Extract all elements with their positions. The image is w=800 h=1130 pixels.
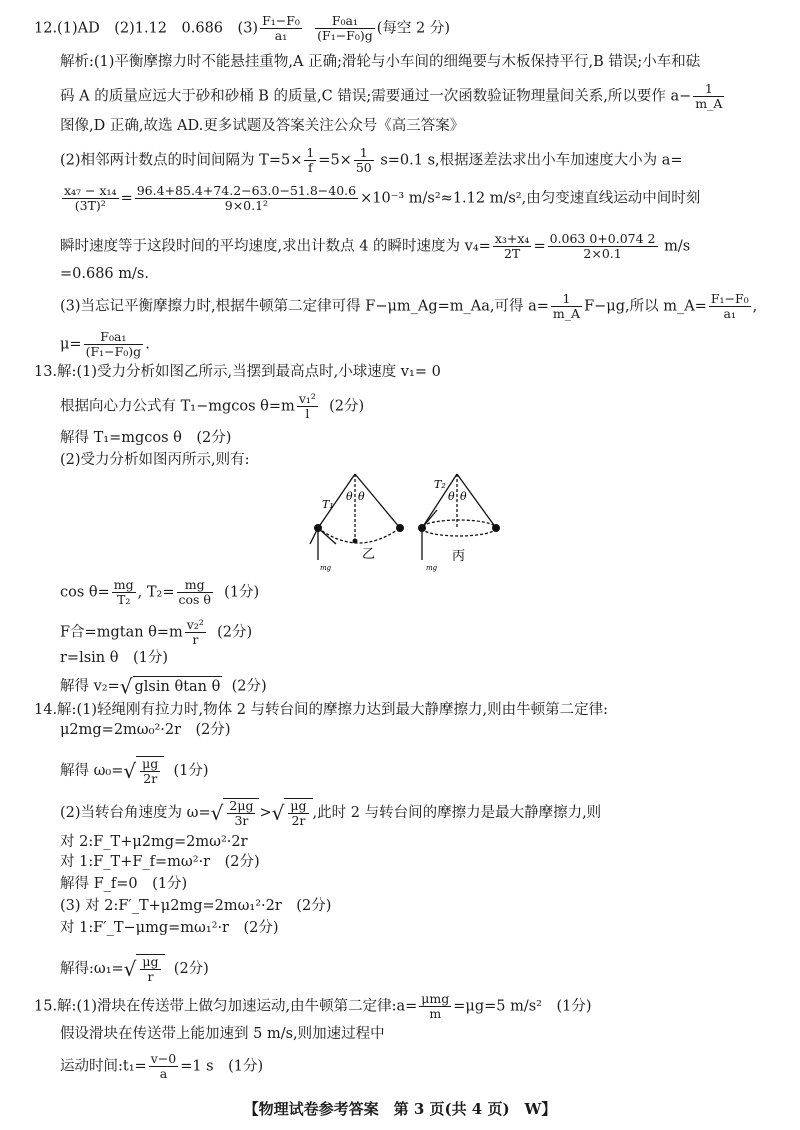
q13-line: r=lsin θ (1分) — [60, 650, 169, 666]
fraction: $\frac{\text{x₃+x₄}}{2T}$ — [494, 231, 530, 261]
q12-answer-line: 12.(1)AD (2)1.12 0.686 (3) $\frac{\text{F₁−F₀}}{\text{a₁}}$ $\frac{\text{F₀a₁}}{\text{(F₁−F₀)g}}$ (每空 2 分) — [34, 13, 451, 43]
fraction: $\frac{\text{F₁−F₀}}{\text{a₁}}$ — [710, 291, 749, 321]
q12-line: 码 A 的质量应远大于砂和砂桶 B 的质量,C 错误;需要通过一次函数验证物理量间关系,所以要作 a− $\frac{1}{m\_A}$ — [60, 81, 723, 111]
fraction: $\frac{\text{F₀a₁}}{\text{(F₁−F₀)g}}$ — [317, 13, 373, 43]
q13-line: (2)受力分析如图丙所示,则有: — [60, 452, 250, 468]
fraction: $\frac{\text{v₁²}}{l}$ — [298, 391, 316, 421]
q13-line: 13.解:(1)受力分析如图乙所示,当摆到最高点时,小球速度 v₁= 0 — [34, 364, 441, 380]
ball-yi-right — [396, 524, 404, 532]
q14-line: 对 1:F_T+F_f=mω²·r (2分) — [60, 854, 260, 870]
fraction: $\frac{2\mu g}{3r}$ — [229, 798, 254, 828]
q14-line: 解得 ω₀=√ $\frac{\mu g}{2r}$ (1分) — [60, 756, 209, 786]
fraction: $\frac{mg}{\text{T₂}}$ — [113, 577, 134, 607]
fraction: $\frac{1}{m\_A}$ — [552, 291, 581, 321]
fraction: $\frac{\mu g}{2r}$ — [290, 798, 307, 828]
fraction: $\frac{1}{f}$ — [306, 145, 315, 175]
label-theta: θ — [346, 490, 353, 503]
fraction: $\frac{v-0}{a}$ — [150, 1051, 177, 1081]
ball-bing — [418, 524, 426, 532]
q12-line: =0.686 m/s. — [60, 266, 149, 282]
fraction: $\frac{\text{F₁−F₀}}{\text{a₁}}$ — [262, 13, 300, 43]
q12-line: (3)当忘记平衡摩擦力时,根据牛顿第二定律可得 F−μm_Ag=m_Aa,可得 a= $\frac{1}{m\_A}$ F−μg,所以 m_A= $\frac{\text{F₁−F₀}}{\text{a₁}}$ , — [60, 291, 758, 321]
fraction: $\frac{\mu g}{r}$ — [142, 954, 159, 984]
label-theta: θ — [448, 490, 455, 503]
q14-line: 14.解:(1)轻绳刚有拉力时,物体 2 与转台间的摩擦力达到最大静摩擦力,则由牛顿第二定律: — [34, 702, 609, 718]
label-T1: T₁ — [322, 498, 334, 511]
q13-line: 解得 v₂=√ glsin θtan θ (2分) — [60, 674, 267, 699]
fraction: $\frac{\text{F₀a₁}}{\text{(F₁−F₀)g}}$ — [85, 329, 142, 359]
q15-line: 运动时间:t₁= $\frac{v-0}{a}$ =1 s (1分) — [60, 1051, 264, 1081]
label-bing: 丙 — [452, 549, 466, 564]
label-yi: 乙 — [362, 547, 376, 562]
fraction: $\frac{\mu g}{2r}$ — [142, 756, 159, 786]
q12-line: 解析:(1)平衡摩擦力时不能悬挂重物,A 正确;滑轮与小车间的细绳要与木板保持平行,B 错误;小车和砝 — [60, 54, 701, 70]
q14-line: (3) 对 2:F′_T+μ2mg=2mω₁²·2r (2分) — [60, 898, 332, 914]
q12-line: $\frac{\text{x₄₇ − x₁₄}}{\text{(3T)²}}$ = $\frac{96.4+85.4+74.2-63.0-51.8-40.6}{\text{9×0.1²}}$ ×10⁻³ m/s²≈1.12 m/s²,由匀变速直线运动中间时刻 — [64, 183, 701, 213]
fraction: $\frac{1}{50}$ — [355, 145, 372, 175]
fraction: $\frac{96.4+85.4+74.2-63.0-51.8-40.6}{\text{9×0.1²}}$ — [136, 183, 357, 213]
ball-bing-right — [492, 524, 500, 532]
q12-line: μ= $\frac{\text{F₀a₁}}{\text{(F₁−F₀)g}}$ . — [60, 329, 150, 359]
label-mg: mg — [320, 564, 332, 572]
q14-line: 解得 F_f=0 (1分) — [60, 876, 188, 892]
ball-yi — [314, 524, 322, 532]
fraction: $\frac{1}{m\_A}$ — [695, 81, 723, 111]
fraction: $\frac{mg}{\text{cos θ}}$ — [178, 577, 211, 607]
q15-line: 15.解:(1)滑块在传送带上做匀加速运动,由牛顿第二定律:a= μmg m =μg=5 m/s² (1分) — [34, 991, 592, 1021]
q13-line: 解得 T₁=mgcos θ (2分) — [60, 430, 232, 446]
fraction: μmg m — [421, 991, 450, 1021]
q12-line: 瞬时速度等于这段时间的平均速度,求出计数点 4 的瞬时速度为 v₄= $\frac{\text{x₃+x₄}}{2T}$ = $\frac{0.063 0+0.074 2}{2\times 0.1}$ m/s — [60, 231, 691, 261]
page-footer: 【物理试卷参考答案 第 3 页(共 4 页) W】 — [243, 1100, 557, 1118]
q13-line: cos θ= $\frac{mg}{\text{T₂}}$ , T₂= $\frac{mg}{\text{cos θ}}$ (1分) — [60, 577, 260, 607]
ball-yi-bottom — [353, 539, 358, 544]
q13-line: F合=mgtan θ=m $\frac{\text{v₂²}}{r}$ (2分) — [60, 617, 253, 647]
q15-line: 假设滑块在传送带上能加速到 5 m/s,则加速过程中 — [60, 1026, 385, 1042]
label-mg: mg — [426, 564, 438, 572]
force-diagram — [300, 470, 500, 580]
label-T2: T₂ — [434, 478, 446, 491]
q13-line: 根据向心力公式有 T₁−mgcos θ=m $\frac{\text{v₁²}}{l}$ (2分) — [60, 391, 365, 421]
fraction: $\frac{\text{x₄₇ − x₁₄}}{\text{(3T)²}}$ — [64, 183, 117, 213]
q12-line: (2)相邻两计数点的时间间隔为 T=5× $\frac{1}{f}$ =5× $\frac{1}{50}$ s=0.1 s,根据逐差法求出小车加速度大小为 a= — [60, 145, 683, 175]
fraction: $\frac{\text{v₂²}}{r}$ — [186, 617, 204, 647]
q12-line: 图像,D 正确,故选 AD.更多试题及答案关注公众号《高三答案》 — [60, 118, 465, 134]
label-theta: θ — [460, 490, 467, 503]
q14-line: (2)当转台角速度为 ω=√ $\frac{2\mu g}{3r}$ >√ $\frac{\mu g}{2r}$ ,此时 2 与转台间的摩擦力是最大静摩擦力,则 — [60, 798, 602, 828]
q14-line: μ2mg=2mω₀²·2r (2分) — [60, 722, 231, 738]
q14-line: 解得:ω₁=√ $\frac{\mu g}{r}$ (2分) — [60, 954, 209, 984]
diagram-yi — [310, 474, 400, 560]
q14-line: 对 2:F_T+μ2mg=2mω²·2r — [60, 834, 248, 850]
q14-line: 对 1:F′_T−μmg=mω₁²·r (2分) — [60, 920, 279, 936]
label-theta: θ — [358, 490, 365, 503]
fraction: $\frac{0.063 0+0.074 2}{2\times 0.1}$ — [549, 231, 656, 261]
